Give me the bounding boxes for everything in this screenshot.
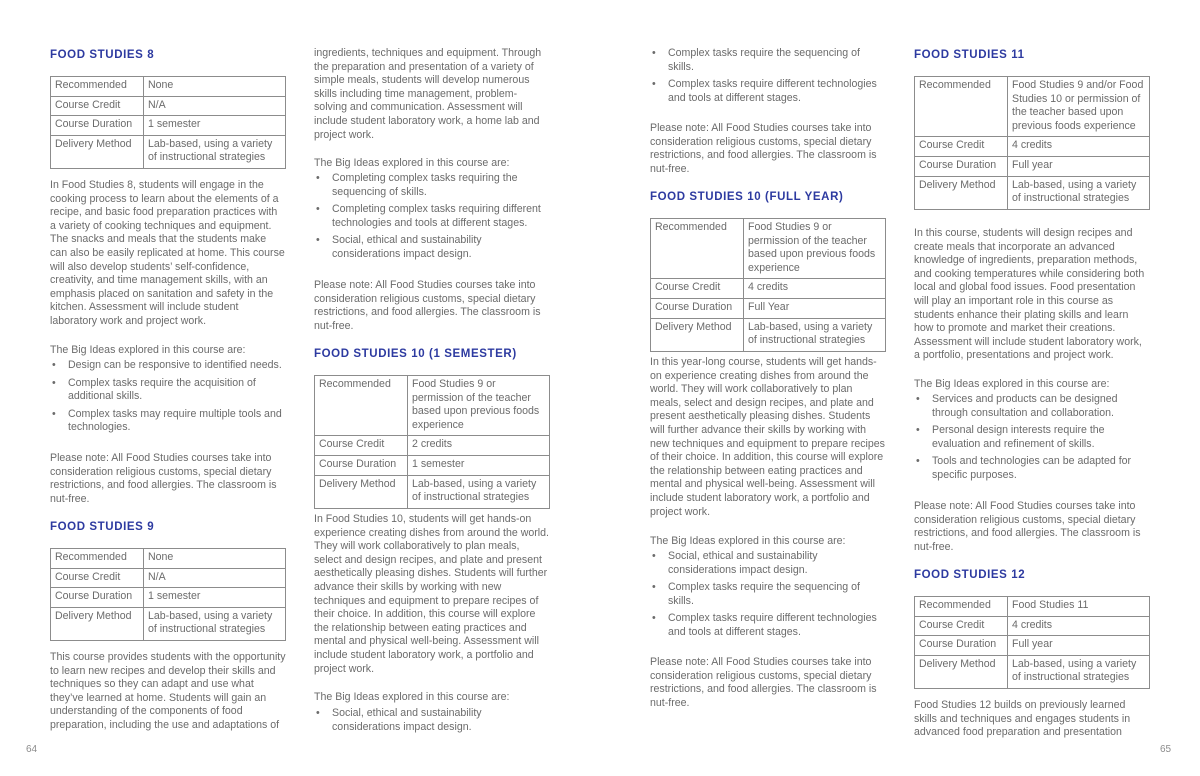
table-row [51, 549, 286, 569]
value-recommended: Food Studies 9 or permission of the teacher based upon previous foods experience [408, 376, 550, 436]
list-item: • Tools and technologies can be adapted for specific purposes. [914, 455, 1150, 482]
label-credit: Course Credit [651, 279, 744, 299]
course-table-fs10-year [650, 218, 886, 352]
label-recommended: Recommended [915, 597, 1008, 617]
table-row [51, 568, 286, 588]
value-duration: Full year [1008, 156, 1150, 176]
label-duration: Course Duration [915, 636, 1008, 656]
list-item: • Social, ethical and sustainability considerations impact design. [650, 550, 886, 577]
value-credit: N/A [144, 568, 286, 588]
heading-food-studies-12: FOOD STUDIES 12 [914, 569, 1026, 581]
big-ideas-intro: The Big Ideas explored in this course are: [314, 691, 510, 703]
value-recommended: None [144, 549, 286, 569]
list-item: • Social, ethical and sustainability considerations impact design. [314, 234, 550, 261]
big-ideas-intro: The Big Ideas explored in this course are: [914, 378, 1110, 390]
table-row [315, 455, 550, 475]
table-row [51, 607, 286, 640]
table-row [915, 156, 1150, 176]
label-recommended: Recommended [315, 376, 408, 436]
list-item: • Services and products can be designed through consultation and collaboration. [914, 393, 1150, 420]
heading-food-studies-10-year: FOOD STUDIES 10 (FULL YEAR) [650, 191, 844, 203]
list-item: • Design can be responsive to identified needs. [50, 359, 286, 373]
description-fs11: In this course, students will design recipes and create meals that incorporate an advanced knowledge of ingredients, preparation methods, and cooking temperatures while considering both local and global food issues. Food presentation will play an important role in this course as students enhance their plating skills and learn how to promote and market their creations. Assessment will include student laboratory work, a portfolio, presentations and project work. [914, 227, 1145, 362]
label-delivery: Delivery Method [51, 607, 144, 640]
label-recommended: Recommended [915, 77, 1008, 137]
big-ideas-list-fs10-year [650, 550, 886, 640]
value-recommended: Food Studies 9 and/or Food Studies 10 or permission of the teacher based upon previous foods experience [1008, 77, 1150, 137]
value-recommended: None [144, 77, 286, 97]
table-row [51, 135, 286, 168]
description-continued: ingredients, techniques and equipment. Through the preparation and presentation of a variety of simple meals, students will develop numerous skills including time management, problem-solving and communication. Assessment will include student laboratory work, a home lab and project work. [314, 47, 542, 141]
value-delivery: Lab-based, using a variety of instructional strategies [408, 475, 550, 508]
list-item: • Complex tasks require the acquisition of additional skills. [50, 377, 286, 404]
table-row [51, 96, 286, 116]
table-row [915, 77, 1150, 137]
list-item: • Complex tasks require different technologies and tools at different stages. [650, 78, 886, 105]
label-duration: Course Duration [315, 455, 408, 475]
big-ideas-intro: The Big Ideas explored in this course are: [650, 535, 846, 547]
label-recommended: Recommended [51, 77, 144, 97]
page-number-right: 65 [1160, 744, 1172, 755]
value-duration: Full year [1008, 636, 1150, 656]
big-ideas-intro: The Big Ideas explored in this course are: [314, 157, 510, 169]
list-item: • Complex tasks require the sequencing of skills. [650, 581, 886, 608]
value-credit: N/A [144, 96, 286, 116]
value-duration: 1 semester [408, 455, 550, 475]
course-table-fs8 [50, 76, 286, 169]
table-row [51, 116, 286, 136]
note-fs11: Please note: All Food Studies courses take into consideration religious customs, special dietary restrictions, and food allergies. The classroom is nut-free. [914, 500, 1141, 553]
description-fs12: Food Studies 12 builds on previously learned skills and techniques and engages students in advanced food preparation and presentation [914, 699, 1131, 739]
course-table-fs10-semester [314, 375, 550, 509]
description-fs10-year: In this year-long course, students will get hands-on experience creating dishes from around the world. They will work collaboratively to plan meals, select and design recipes, and plate and present aesthetically pleasing dishes. Students will further advance their skills by working with new techniques and equipment to prepare recipes of their choice. In addition, this course will explore the relationship between eating practices and mental and physical well-being. Assessment will include student laboratory work, a portfolio and project work. [650, 356, 885, 518]
table-row [915, 176, 1150, 209]
description-fs10-semester: In Food Studies 10, students will get hands-on experience creating dishes from around the world. They will work collaboratively to plan meals, select and design recipes, and plate and present aesthetically pleasing dishes. Students will further advance their skills by working with new techniques and equipment to prepare recipes of their choice. In addition, this course will explore the relationship between eating practices and mental and physical well-being. Assessment will include student laboratory work, a portfolio and project work. [314, 513, 549, 675]
table-row [51, 77, 286, 97]
value-credit: 4 credits [744, 279, 886, 299]
big-ideas-list-fs9 [314, 172, 550, 262]
value-delivery: Lab-based, using a variety of instructional strategies [744, 318, 886, 351]
label-delivery: Delivery Method [51, 135, 144, 168]
description-fs8: In Food Studies 8, students will engage in the cooking process to learn about the elements of a recipe, and basic food preparation practices with a variety of cooking techniques and equipment. The snacks and meals that the students make can also be easily replicated at home. This course will also develop students’ self-confidence, creativity, and time management skills, with an emphasis placed on sanitation and safety in the kitchen. Assessment will include student laboratory work and project work. [50, 179, 285, 327]
list-item: • Complex tasks require different technologies and tools at different stages. [650, 612, 886, 639]
heading-food-studies-9: FOOD STUDIES 9 [50, 521, 155, 533]
table-row [915, 636, 1150, 656]
list-item: • Social, ethical and sustainability considerations impact design. [314, 707, 550, 734]
label-duration: Course Duration [51, 116, 144, 136]
label-delivery: Delivery Method [315, 475, 408, 508]
label-delivery: Delivery Method [915, 655, 1008, 688]
value-credit: 4 credits [1008, 616, 1150, 636]
course-table-fs11 [914, 76, 1150, 210]
label-credit: Course Credit [315, 436, 408, 456]
table-row [315, 475, 550, 508]
big-ideas-list-continued [650, 47, 886, 105]
note-fs9: Please note: All Food Studies courses take into consideration religious customs, special dietary restrictions, and food allergies. The classroom is nut-free. [314, 279, 541, 332]
value-duration: Full Year [744, 298, 886, 318]
value-delivery: Lab-based, using a variety of instructional strategies [144, 135, 286, 168]
table-row [915, 616, 1150, 636]
table-row [651, 318, 886, 351]
table-row [915, 137, 1150, 157]
table-row [915, 655, 1150, 688]
big-ideas-list-fs8 [50, 359, 286, 435]
note-fs10-semester: Please note: All Food Studies courses take into consideration religious customs, special dietary restrictions, and food allergies. The classroom is nut-free. [650, 122, 877, 175]
label-recommended: Recommended [651, 219, 744, 279]
course-table-fs9 [50, 548, 286, 641]
label-delivery: Delivery Method [915, 176, 1008, 209]
table-row [315, 376, 550, 436]
note-fs10-year: Please note: All Food Studies courses take into consideration religious customs, special dietary restrictions, and food allergies. The classroom is nut-free. [650, 656, 877, 709]
label-duration: Course Duration [651, 298, 744, 318]
list-item: • Complex tasks may require multiple tools and technologies. [50, 408, 286, 435]
list-item: • Completing complex tasks requiring different technologies and tools at different stages. [314, 203, 550, 230]
heading-food-studies-8: FOOD STUDIES 8 [50, 49, 155, 61]
label-recommended: Recommended [51, 549, 144, 569]
note-fs8: Please note: All Food Studies courses take into consideration religious customs, special dietary restrictions, and food allergies. The classroom is nut-free. [50, 452, 277, 505]
label-credit: Course Credit [51, 96, 144, 116]
heading-food-studies-10-semester: FOOD STUDIES 10 (1 SEMESTER) [314, 348, 517, 360]
value-delivery: Lab-based, using a variety of instructional strategies [1008, 655, 1150, 688]
big-ideas-list-fs11 [914, 393, 1150, 483]
label-credit: Course Credit [915, 616, 1008, 636]
label-credit: Course Credit [915, 137, 1008, 157]
table-row [51, 588, 286, 608]
label-duration: Course Duration [915, 156, 1008, 176]
label-delivery: Delivery Method [651, 318, 744, 351]
course-table-fs12 [914, 596, 1150, 689]
table-row [315, 436, 550, 456]
value-duration: 1 semester [144, 588, 286, 608]
label-duration: Course Duration [51, 588, 144, 608]
list-item: • Personal design interests require the evaluation and refinement of skills. [914, 424, 1150, 451]
value-duration: 1 semester [144, 116, 286, 136]
value-credit: 2 credits [408, 436, 550, 456]
heading-food-studies-11: FOOD STUDIES 11 [914, 49, 1025, 61]
label-credit: Course Credit [51, 568, 144, 588]
value-delivery: Lab-based, using a variety of instructional strategies [1008, 176, 1150, 209]
table-row [651, 298, 886, 318]
table-row [651, 279, 886, 299]
description-fs9: This course provides students with the opportunity to learn new recipes and develop their skills and techniques so they can adapt and use what they’ve learned at home. Students will gain an understanding of the components of food preparation, including the use and adaptations of [50, 651, 286, 731]
table-row [651, 219, 886, 279]
table-row [915, 597, 1150, 617]
big-ideas-list-fs10-semester [314, 707, 550, 734]
value-delivery: Lab-based, using a variety of instructional strategies [144, 607, 286, 640]
list-item: • Complex tasks require the sequencing of skills. [650, 47, 886, 74]
value-credit: 4 credits [1008, 137, 1150, 157]
value-recommended: Food Studies 9 or permission of the teacher based upon previous foods experience [744, 219, 886, 279]
big-ideas-intro: The Big Ideas explored in this course are: [50, 344, 246, 356]
page-number-left: 64 [26, 744, 38, 755]
list-item: • Completing complex tasks requiring the sequencing of skills. [314, 172, 550, 199]
value-recommended: Food Studies 11 [1008, 597, 1150, 617]
